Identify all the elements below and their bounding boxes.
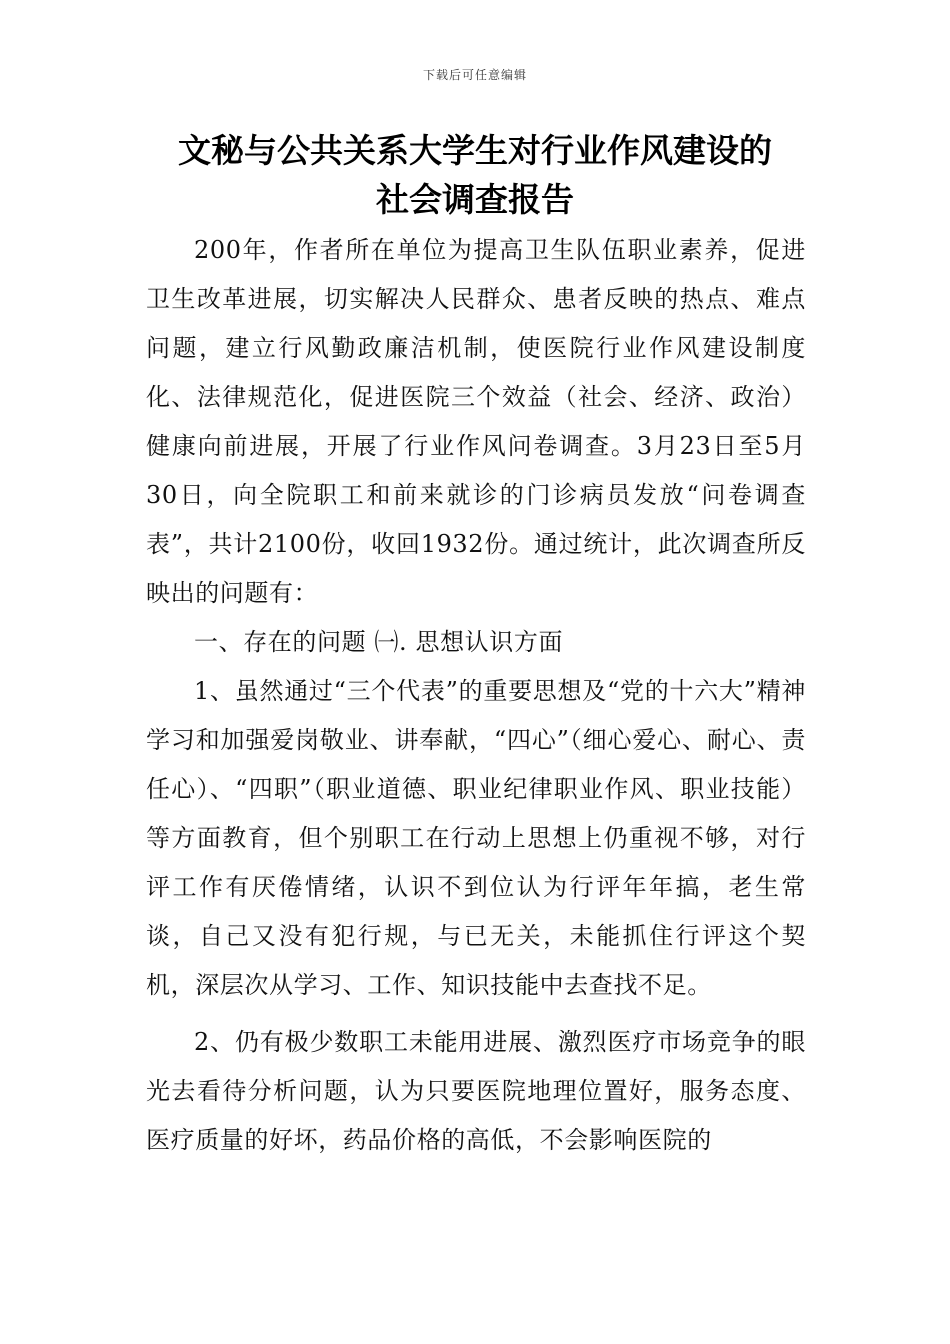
document-body xyxy=(146,226,806,1165)
paragraph-section-heading: 一、存在的问题 ㈠. 思想认识方面 xyxy=(194,628,564,656)
document-title xyxy=(100,126,850,224)
paragraph-intro: 200年，作者所在单位为提高卫生队伍职业素养，促进卫生改革进展，切实解决人民群众、患者反映的热点、难点问题，建立行风勤政廉洁机制，使医院行业作风建设制度化、法律规范化，促进医院三个效益（社会、经济、政治）健康向前进展，开展了行业作风问卷调查。3月23日至5月30日，向全院职工和前来就诊的门诊病员发放“问卷调查表”，共计2100份，收回1932份。通过统计，此次调查所反映出的问题有： xyxy=(146,236,806,607)
paragraph-point-2: 2、仍有极少数职工未能用进展、激烈医疗市场竞争的眼光去看待分析问题，认为只要医院地理位置好，服务态度、医疗质量的好坏，药品价格的高低，不会影响医院的 xyxy=(146,1028,806,1154)
paragraph-point-1: 1、虽然通过“三个代表”的重要思想及“党的十六大”精神学习和加强爱岗敬业、讲奉献，“四心”（细心爱心、耐心、责任心）、“四职”（职业道德、职业纪律职业作风、职业技能）等方面教育，但个别职工在行动上思想上仍重视不够，对行评工作有厌倦情绪，认识不到位认为行评年年搞，老生常谈，自己又没有犯行规，与已无关，未能抓住行评这个契机，深层次从学习、工作、知识技能中去查找不足。 xyxy=(146,677,806,999)
title-line-2: 社会调查报告 xyxy=(376,180,574,219)
header-note: 下载后可任意编辑 xyxy=(422,68,527,82)
title-line-1: 文秘与公共关系大学生对行业作风建设的 xyxy=(178,131,772,170)
